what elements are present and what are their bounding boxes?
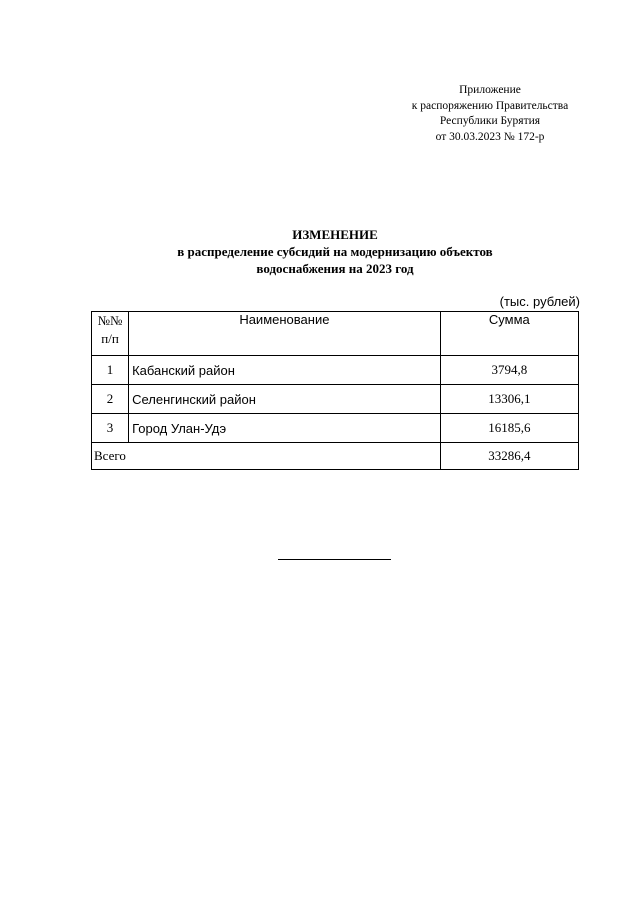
header-sum: Сумма bbox=[440, 312, 578, 356]
row-number: 1 bbox=[92, 356, 129, 385]
row-sum: 13306,1 bbox=[440, 385, 578, 414]
header-number-line: №№ bbox=[97, 313, 123, 328]
header-number bbox=[92, 312, 129, 356]
table-header-row bbox=[92, 312, 579, 356]
row-name: Селенгинский район bbox=[129, 385, 441, 414]
row-sum: 3794,8 bbox=[440, 356, 578, 385]
total-sum: 33286,4 bbox=[440, 443, 578, 470]
table-row bbox=[92, 414, 579, 443]
table-row bbox=[92, 385, 579, 414]
closing-divider-line bbox=[278, 559, 391, 560]
distribution-table bbox=[91, 311, 579, 470]
table-row bbox=[92, 356, 579, 385]
appendix-line: к распоряжению Правительства bbox=[411, 99, 569, 112]
table-total-row bbox=[92, 443, 579, 470]
appendix-header bbox=[400, 83, 580, 145]
row-number: 3 bbox=[92, 414, 129, 443]
units-label: (тыс. рублей) bbox=[499, 294, 580, 309]
document-title bbox=[90, 226, 580, 277]
title-subtitle-line: водоснабжения на 2023 год bbox=[256, 261, 414, 276]
appendix-date-line: от 30.03.2023 № 172-р bbox=[435, 130, 545, 143]
header-name: Наименование bbox=[129, 312, 441, 356]
appendix-line: Республики Бурятия bbox=[439, 115, 541, 127]
row-name: Город Улан-Удэ bbox=[129, 414, 441, 443]
appendix-line: Приложение bbox=[459, 84, 521, 96]
row-name: Кабанский район bbox=[129, 356, 441, 385]
title-heading: ИЗМЕНЕНИЕ bbox=[292, 227, 378, 242]
header-number-line: п/п bbox=[101, 331, 119, 346]
row-sum: 16185,6 bbox=[440, 414, 578, 443]
title-subtitle-line: в распределение субсидий на модернизацию объектов bbox=[177, 244, 493, 259]
total-label: Всего bbox=[92, 443, 441, 470]
row-number: 2 bbox=[92, 385, 129, 414]
